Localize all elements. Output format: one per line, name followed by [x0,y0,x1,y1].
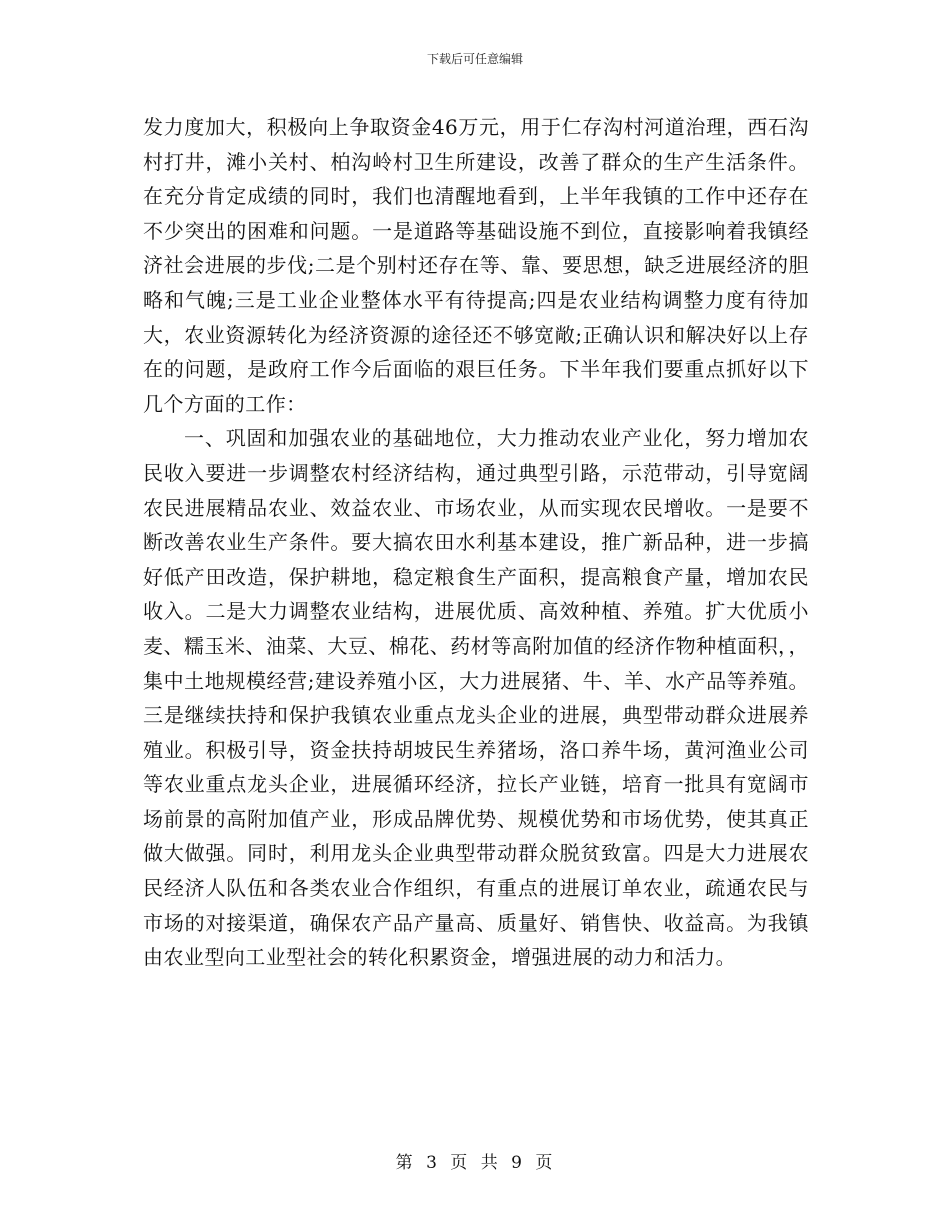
body-paragraph-2: 一、巩固和加强农业的基础地位，大力推动农业产业化，努力增加农民收入要进一步调整农村经济结构，通过典型引路，示范带动，引导宽阔农民进展精品农业、效益农业、市场农业，从而实现农民增收。一是要不断改善农业生产条件。要大搞农田水利基本建设，推广新品种，进一步搞好低产田改造，保护耕地，稳定粮食生产面积，提高粮食产量，增加农民收入。二是大力调整农业结构，进展优质、高效种植、养殖。扩大优质小麦、糯玉米、油菜、大豆、棉花、药材等高附加值的经济作物种植面积，，集中土地规模经营;建设养殖小区，大力进展猪、牛、羊、水产品等养殖。三是继续扶持和保护我镇农业重点龙头企业的进展，典型带动群众进展养殖业。积极引导，资金扶持胡坡民生养猪场，洛口养牛场，黄河渔业公司等农业重点龙头企业，进展循环经济，拉长产业链，培育一批具有宽阔市场前景的高附加值产业，形成品牌优势、规模优势和市场优势，使其真正做大做强。同时，利用龙头企业典型带动群众脱贫致富。四是大力进展农民经济人队伍和各类农业合作组织，有重点的进展订单农业，疏通农民与市场的对接渠道，确保农产品产量高、质量好、销售快、收益高。为我镇由农业型向工业型社会的转化积累资金，增强进展的动力和活力。 [143,426,809,970]
body-paragraph-1: 发力度加大，积极向上争取资金46万元，用于仁存沟村河道治理，西石沟村打井，滩小关村、柏沟岭村卫生所建设，改善了群众的生产生活条件。在充分肯定成绩的同时，我们也清醒地看到，上半年我镇的工作中还存在不少突出的困难和问题。一是道路等基础设施不到位，直接影响着我镇经济社会进展的步伐;二是个别村还存在等、靠、要思想，缺乏进展经济的胆略和气魄;三是工业企业整体水平有待提高;四是农业结构调整力度有待加大，农业资源转化为经济资源的途径还不够宽敞;正确认识和解决好以上存在的问题，是政府工作今后面临的艰巨任务。下半年我们要重点抓好以下几个方面的工作： [143,115,809,416]
page-number-footer: 第 3 页 共 9 页 [395,1153,555,1173]
page-header: 下载后可任意编辑 [426,52,523,66]
document-body [143,110,809,975]
